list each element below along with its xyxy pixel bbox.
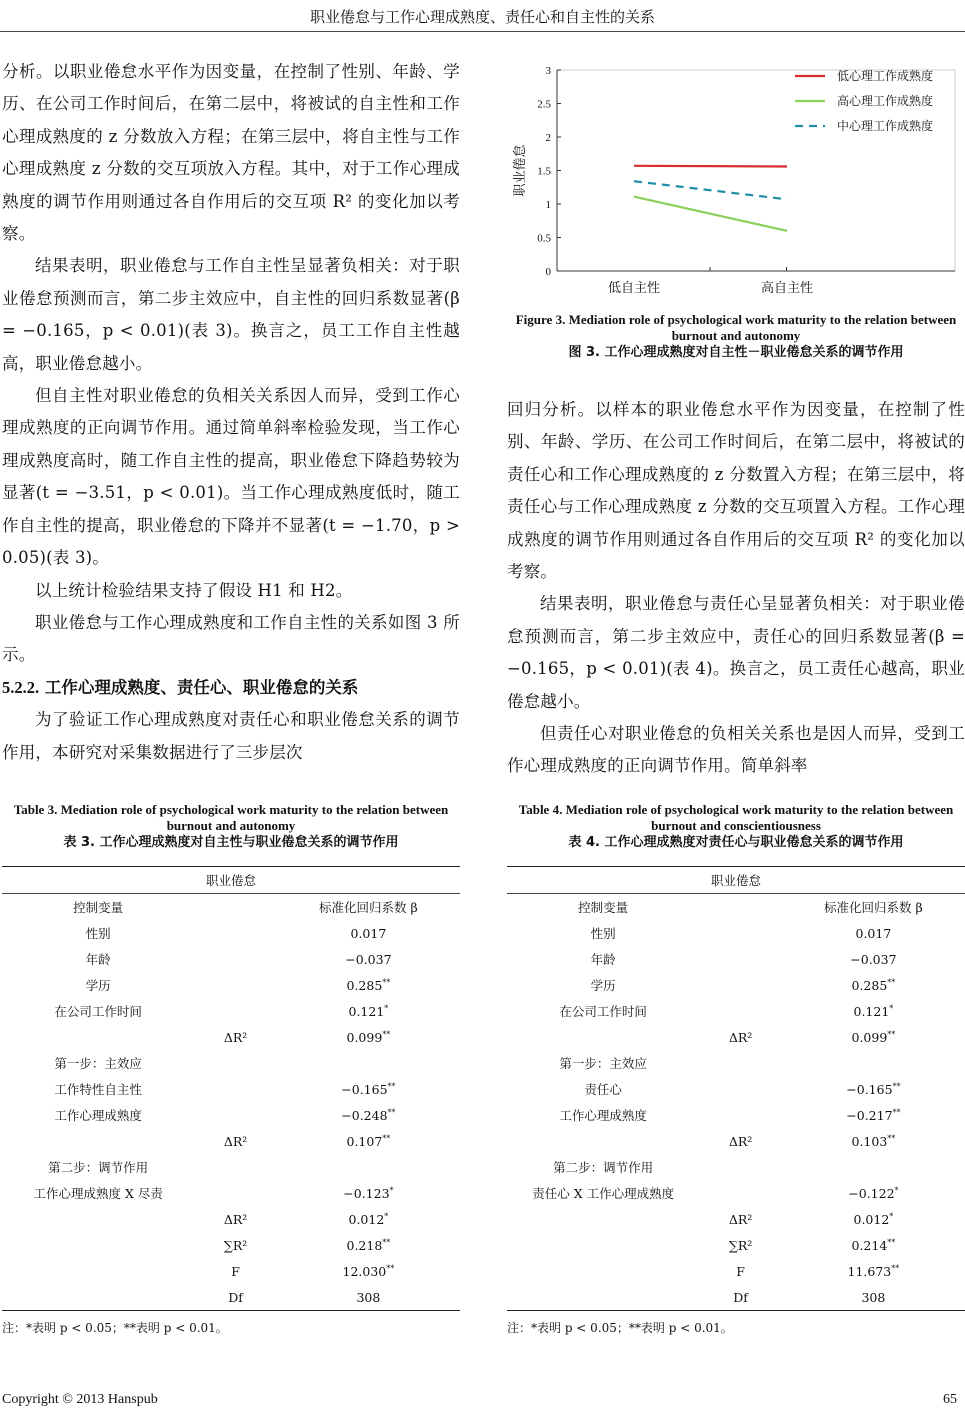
table-row: [2, 1076, 460, 1102]
paragraph: 分析。以职业倦怠水平作为因变量，在控制了性别、年龄、学历、在公司工作时间后，在第二层中，将被试的自主性和工作心理成熟度的 z 分数放入方程；在第三层中，将自主性与工作心理成熟度 z 分数的交互项放入方程。其中，对于工作心理成熟度的调节作用则通过各自作用后的交互项 R² 的变化加以考察。: [2, 62, 460, 244]
row-value: [277, 946, 460, 972]
value-text: 12.030: [342, 1263, 387, 1279]
value-text: 0.099: [851, 1029, 888, 1045]
row-stat: F: [231, 1263, 240, 1279]
page-number: 65: [943, 1392, 957, 1407]
significance-mark: *: [894, 1185, 899, 1195]
row-value: [277, 1128, 460, 1154]
row-value: [782, 920, 965, 946]
row-label: 工作心理成熟度 X 尽责: [33, 1186, 163, 1201]
table-row: [507, 1102, 965, 1128]
table-caption: [507, 802, 965, 852]
row-value: [277, 1024, 460, 1050]
running-header: 职业倦怠与工作心理成熟度、责任心和自主性的关系: [309, 8, 655, 26]
significance-mark: **: [382, 1237, 391, 1247]
row-value: [782, 1024, 965, 1050]
row-stat: ΔR²: [728, 1133, 753, 1149]
value-text: 0.012: [348, 1211, 385, 1227]
table-row: [507, 972, 965, 998]
table-row: [507, 1076, 965, 1102]
row-label: 在公司工作时间: [54, 1004, 142, 1019]
row-stat: ΔR²: [223, 1133, 248, 1149]
value-text: 0.107: [346, 1133, 383, 1149]
table-row: [2, 1206, 460, 1232]
value-text: −0.037: [850, 951, 897, 967]
row-label: 年龄: [85, 952, 111, 967]
paragraph: 以上统计检验结果支持了假设 H1 和 H2。: [35, 580, 353, 600]
row-stat: Df: [699, 1284, 781, 1311]
y-tick-label: 2: [545, 132, 551, 144]
row-value: [782, 1284, 965, 1311]
value-text: 0.017: [855, 925, 892, 941]
row-label: 第一步：主效应: [559, 1056, 647, 1071]
header-cell: [699, 894, 781, 921]
row-label: [507, 1232, 699, 1258]
header-rule: [0, 31, 965, 32]
table-caption-zh: 表 4. 工作心理成熟度对责任心与职业倦怠关系的调节作用: [568, 835, 904, 850]
row-value: [782, 1154, 965, 1180]
burnout-chart: [507, 56, 965, 306]
table-row: [507, 1024, 965, 1050]
row-value: [277, 1206, 460, 1232]
significance-mark: **: [386, 1263, 395, 1273]
row-stat: ∑R²: [223, 1237, 248, 1253]
row-stat: [194, 972, 276, 998]
row-stat: [194, 1180, 276, 1206]
table-note: 注：*表明 p < 0.05；**表明 p < 0.01。: [2, 1321, 228, 1335]
row-value: [782, 1102, 965, 1128]
row-value: [277, 1102, 460, 1128]
table-4: [507, 866, 965, 1311]
table-header-row: [507, 894, 965, 921]
value-text: 0.012: [853, 1211, 890, 1227]
row-stat: [699, 998, 781, 1024]
value-text: 308: [356, 1289, 381, 1305]
row-label: [507, 1258, 699, 1284]
row-label: [2, 1284, 194, 1311]
significance-mark: **: [382, 977, 391, 987]
row-stat: [699, 920, 781, 946]
table-row: [2, 1284, 460, 1311]
row-label: 工作心理成熟度: [559, 1108, 647, 1123]
table-note: 注：*表明 p < 0.05；**表明 p < 0.01。: [507, 1321, 733, 1335]
value-text: −0.165: [846, 1081, 893, 1097]
table-row: [507, 1154, 965, 1180]
value-text: 0.218: [346, 1237, 383, 1253]
value-text: −0.248: [341, 1107, 388, 1123]
row-value: [782, 1232, 965, 1258]
y-tick-label: 2.5: [537, 98, 551, 111]
table-row: [2, 1258, 460, 1284]
row-stat: F: [736, 1263, 745, 1279]
table-caption: [2, 802, 460, 852]
row-label: [2, 1128, 194, 1154]
row-label: 学历: [85, 978, 111, 993]
x-tick-label: 低自主性: [607, 281, 661, 296]
row-value: [782, 1050, 965, 1076]
row-stat: ΔR²: [728, 1029, 753, 1045]
table-row: [2, 1024, 460, 1050]
table-4-block: [507, 802, 965, 1336]
paragraph: 但责任心对职业倦怠的负相关关系也是因人而异，受到工作心理成熟度的正向调节作用。简单斜率: [507, 724, 965, 776]
series-line: [634, 197, 787, 231]
left-column: [2, 56, 460, 769]
row-label: [2, 1232, 194, 1258]
figure-caption-en: Figure 3. Mediation role of psychological work maturity to the relation between burnout and autonomy: [515, 312, 957, 343]
row-stat: [699, 1102, 781, 1128]
value-text: 0.285: [851, 977, 888, 993]
paragraph: 结果表明，职业倦怠与工作自主性呈显著负相关：对于职业倦怠预测而言，第二步主效应中，自主性的回归系数显著(β = −0.165，p < 0.01)(表 3)。换言之，员工工作自主性越高，职业倦怠越小。: [2, 256, 460, 373]
row-label: [507, 1024, 699, 1050]
y-tick-label: 0.5: [537, 232, 551, 245]
row-label: 性别: [590, 926, 616, 941]
row-label: 第一步：主效应: [54, 1056, 142, 1071]
significance-mark: **: [887, 977, 896, 987]
row-value: [277, 1232, 460, 1258]
figure-caption-zh: 图 3. 工作心理成熟度对自主性－职业倦怠关系的调节作用: [568, 345, 904, 360]
significance-mark: **: [387, 1107, 396, 1117]
row-value: [277, 1284, 460, 1311]
y-tick-label: 1: [545, 199, 551, 211]
series-line: [634, 181, 787, 199]
row-stat: [194, 920, 276, 946]
row-value: [782, 1076, 965, 1102]
table-3: [2, 866, 460, 1311]
row-value: [782, 1128, 965, 1154]
table-row: [507, 1050, 965, 1076]
row-value: [277, 1180, 460, 1206]
paragraph: 结果表明，职业倦怠与责任心呈显著负相关：对于职业倦怠预测而言，第二步主效应中，责任心的回归系数显著(β = −0.165，p < 0.01)(表 4)。换言之，员工责任心越高，职业倦怠越小。: [507, 594, 965, 711]
significance-mark: **: [382, 1133, 391, 1143]
table-row: [507, 1258, 965, 1284]
row-label: 工作特性自主性: [54, 1082, 142, 1097]
table-row: [2, 1154, 460, 1180]
significance-mark: *: [389, 1185, 394, 1195]
value-text: 0.099: [346, 1029, 383, 1045]
value-text: −0.122: [848, 1185, 895, 1201]
value-text: 0.121: [853, 1003, 890, 1019]
paragraph: 但自主性对职业倦怠的负相关关系因人而异，受到工作心理成熟度的正向调节作用。通过简单斜率检验发现，当工作心理成熟度高时，随工作自主性的提高，职业倦怠下降趋势较为显著(t = −3.51，p < 0.01)。当工作心理成熟度低时，随工作自主性的提高，职业倦怠的下降并不显著(t = −1.70，p > 0.05)(表 3)。: [2, 386, 460, 568]
row-value: [277, 1154, 460, 1180]
table-title-row: [2, 867, 460, 894]
row-stat: ΔR²: [728, 1211, 753, 1227]
significance-mark: **: [891, 1263, 900, 1273]
figure-caption: [507, 312, 965, 362]
row-stat: [194, 1076, 276, 1102]
table-row: [2, 920, 460, 946]
table-row: [507, 998, 965, 1024]
table-caption-en: Table 3. Mediation role of psychological work maturity to the relation between burnout and autonomy: [13, 802, 449, 833]
row-label: 性别: [85, 926, 111, 941]
row-value: [277, 972, 460, 998]
y-tick-label: 0: [545, 266, 551, 278]
table-row: [2, 972, 460, 998]
table-row: [2, 1180, 460, 1206]
row-value: [277, 1076, 460, 1102]
significance-mark: **: [887, 1237, 896, 1247]
legend-label: 高心理工作成熟度: [837, 94, 934, 108]
significance-mark: *: [889, 1211, 894, 1221]
header-cell: 控制变量: [2, 894, 194, 921]
table-row: [2, 998, 460, 1024]
legend-label: 低心理工作成熟度: [837, 69, 934, 83]
row-value: [782, 1258, 965, 1284]
row-stat: [194, 998, 276, 1024]
row-stat: [699, 946, 781, 972]
right-column: [507, 394, 965, 783]
row-label: 责任心: [584, 1082, 622, 1097]
paragraph: 回归分析。以样本的职业倦怠水平作为因变量，在控制了性别、年龄、学历、在公司工作时间后，在第二层中，将被试的责任心和工作心理成熟度的 z 分数置入方程；在第三层中，将责任心与工作心理成熟度 z 分数的交互项置入方程。工作心理成熟度的调节作用则通过各自作用后的交互项 R² 的变化加以考察。: [507, 400, 965, 582]
table-caption-en: Table 4. Mediation role of psychological work maturity to the relation between burnout and conscientiousness: [518, 802, 954, 833]
row-value: [782, 972, 965, 998]
table-row: [2, 946, 460, 972]
significance-mark: *: [384, 1211, 389, 1221]
row-stat: ΔR²: [223, 1029, 248, 1045]
table-title-cell: 职业倦怠: [2, 867, 460, 894]
value-text: 0.121: [348, 1003, 385, 1019]
significance-mark: *: [889, 1003, 894, 1013]
table-row: [2, 1102, 460, 1128]
table-row: [507, 920, 965, 946]
y-tick-label: 3: [545, 65, 551, 77]
row-value: [277, 1050, 460, 1076]
legend-label: 中心理工作成熟度: [837, 119, 934, 133]
header-cell: 标准化回归系数 β: [277, 894, 460, 921]
significance-mark: **: [387, 1081, 396, 1091]
series-line: [634, 166, 787, 167]
row-label: [2, 1206, 194, 1232]
value-text: −0.165: [341, 1081, 388, 1097]
row-label: [507, 1128, 699, 1154]
table-row: [2, 1050, 460, 1076]
significance-mark: **: [382, 1029, 391, 1039]
row-stat: [699, 1154, 781, 1180]
table-row: [2, 1128, 460, 1154]
row-stat: [194, 1154, 276, 1180]
section-heading: [2, 672, 460, 704]
row-stat: [194, 1102, 276, 1128]
value-text: 308: [861, 1289, 886, 1305]
row-label: [507, 1206, 699, 1232]
value-text: 11.673: [847, 1263, 892, 1279]
row-stat: [194, 1050, 276, 1076]
row-label: 在公司工作时间: [559, 1004, 647, 1019]
row-value: [277, 998, 460, 1024]
value-text: 0.103: [851, 1133, 888, 1149]
y-tick-label: 1.5: [537, 165, 551, 178]
row-stat: ∑R²: [728, 1237, 753, 1253]
section-title: 工作心理成熟度、责任心、职业倦怠的关系: [44, 677, 359, 697]
row-label: 工作心理成熟度: [54, 1108, 142, 1123]
row-stat: [699, 1050, 781, 1076]
row-value: [782, 1206, 965, 1232]
row-value: [782, 998, 965, 1024]
paragraph: 职业倦怠与工作心理成熟度和工作自主性的关系如图 3 所示。: [2, 612, 460, 665]
row-stat: [699, 972, 781, 998]
table-row: [507, 1232, 965, 1258]
table-row: [507, 1180, 965, 1206]
significance-mark: *: [384, 1003, 389, 1013]
table-row: [507, 946, 965, 972]
table-row: [2, 1232, 460, 1258]
table-title-row: [507, 867, 965, 894]
paragraph: 为了验证工作心理成熟度对责任心和职业倦怠关系的调节作用，本研究对采集数据进行了三步层次: [2, 710, 460, 762]
row-value: [782, 946, 965, 972]
value-text: −0.217: [846, 1107, 893, 1123]
significance-mark: **: [892, 1107, 901, 1117]
table-row: [507, 1206, 965, 1232]
row-label: 第二步：调节作用: [553, 1160, 654, 1175]
row-label: [2, 1258, 194, 1284]
row-stat: [194, 946, 276, 972]
table-3-block: [2, 802, 460, 1336]
row-value: [277, 1258, 460, 1284]
significance-mark: **: [892, 1081, 901, 1091]
row-label: 年龄: [590, 952, 616, 967]
table-title-cell: 职业倦怠: [507, 867, 965, 894]
row-label: 学历: [590, 978, 616, 993]
row-value: [782, 1180, 965, 1206]
significance-mark: **: [887, 1029, 896, 1039]
footer-copyright: Copyright © 2013 Hanspub: [2, 1392, 158, 1407]
row-label: [2, 1024, 194, 1050]
row-label: 第二步：调节作用: [48, 1160, 149, 1175]
y-axis-label: 职业倦怠: [513, 144, 528, 197]
row-stat: [699, 1076, 781, 1102]
row-stat: Df: [194, 1284, 276, 1311]
value-text: −0.123: [343, 1185, 390, 1201]
value-text: 0.214: [851, 1237, 888, 1253]
table-row: [507, 1128, 965, 1154]
value-text: 0.017: [350, 925, 387, 941]
table-caption-zh: 表 3. 工作心理成熟度对自主性与职业倦怠关系的调节作用: [63, 835, 399, 850]
header-cell: 控制变量: [507, 894, 699, 921]
table-header-row: [2, 894, 460, 921]
x-tick-label: 高自主性: [760, 281, 814, 296]
row-label: [507, 1284, 699, 1311]
row-stat: [699, 1180, 781, 1206]
row-stat: ΔR²: [223, 1211, 248, 1227]
row-value: [277, 920, 460, 946]
row-label: 责任心 X 工作心理成熟度: [532, 1186, 675, 1201]
section-number: 5.2.2.: [2, 677, 40, 697]
value-text: 0.285: [346, 977, 383, 993]
significance-mark: **: [887, 1133, 896, 1143]
table-row: [507, 1284, 965, 1311]
header-cell: 标准化回归系数 β: [782, 894, 965, 921]
value-text: −0.037: [345, 951, 392, 967]
header-cell: [194, 894, 276, 921]
